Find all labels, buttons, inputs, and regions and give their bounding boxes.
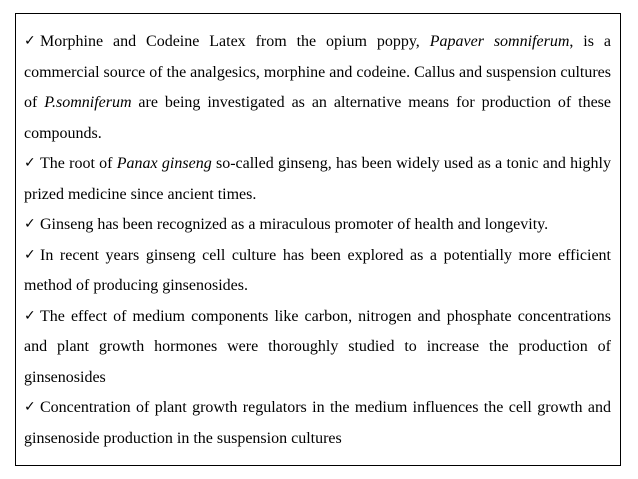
species-name: Panax ginseng: [116, 155, 212, 172]
check-mark-icon: ✓: [24, 155, 36, 171]
bullet-text: are being investigated as an alternative means for production of these compounds.: [24, 94, 612, 142]
check-mark-icon: ✓: [24, 216, 36, 232]
bullet-item: [24, 149, 611, 210]
check-mark-icon: ✓: [24, 246, 36, 263]
bullet-text: In recent years ginseng cell culture has been explored as a potentially more efficient method of producing ginsenosides.: [24, 246, 611, 294]
bullet-item: [24, 302, 611, 394]
check-mark-icon: ✓: [24, 307, 36, 324]
bullet-item: [24, 393, 611, 454]
species-name: P.somniferum: [44, 94, 132, 111]
bullet-item: [24, 241, 611, 302]
check-mark-icon: ✓: [24, 33, 36, 49]
bullet-text: Concentration of plant growth regulators in the medium influences the cell growth and ginsenoside production in the suspension cultures: [24, 399, 611, 447]
check-mark-icon: ✓: [24, 399, 36, 415]
bullet-item: [24, 27, 611, 149]
bullet-text: , is a commercial source of the analgesics, morphine and codeine. Callus and suspension cultures of: [24, 33, 611, 111]
bullet-text: Morphine and Codeine Latex from the opium poppy,: [40, 33, 430, 50]
bullet-text: so-called ginseng, has been widely used as a tonic and highly prized medicine since ancient times.: [24, 155, 611, 203]
content-frame: [15, 13, 621, 466]
bullet-item: [24, 210, 611, 241]
bullet-text: Ginseng has been recognized as a miraculous promoter of health and longevity.: [40, 216, 549, 233]
bullet-text: The effect of medium components like carbon, nitrogen and phosphate concentrations and plant growth hormones were thoroughly studied to increase the production of ginsenosides: [24, 307, 611, 386]
bullet-text: The root of: [40, 155, 117, 172]
species-name: Papaver somniferum: [429, 33, 570, 50]
